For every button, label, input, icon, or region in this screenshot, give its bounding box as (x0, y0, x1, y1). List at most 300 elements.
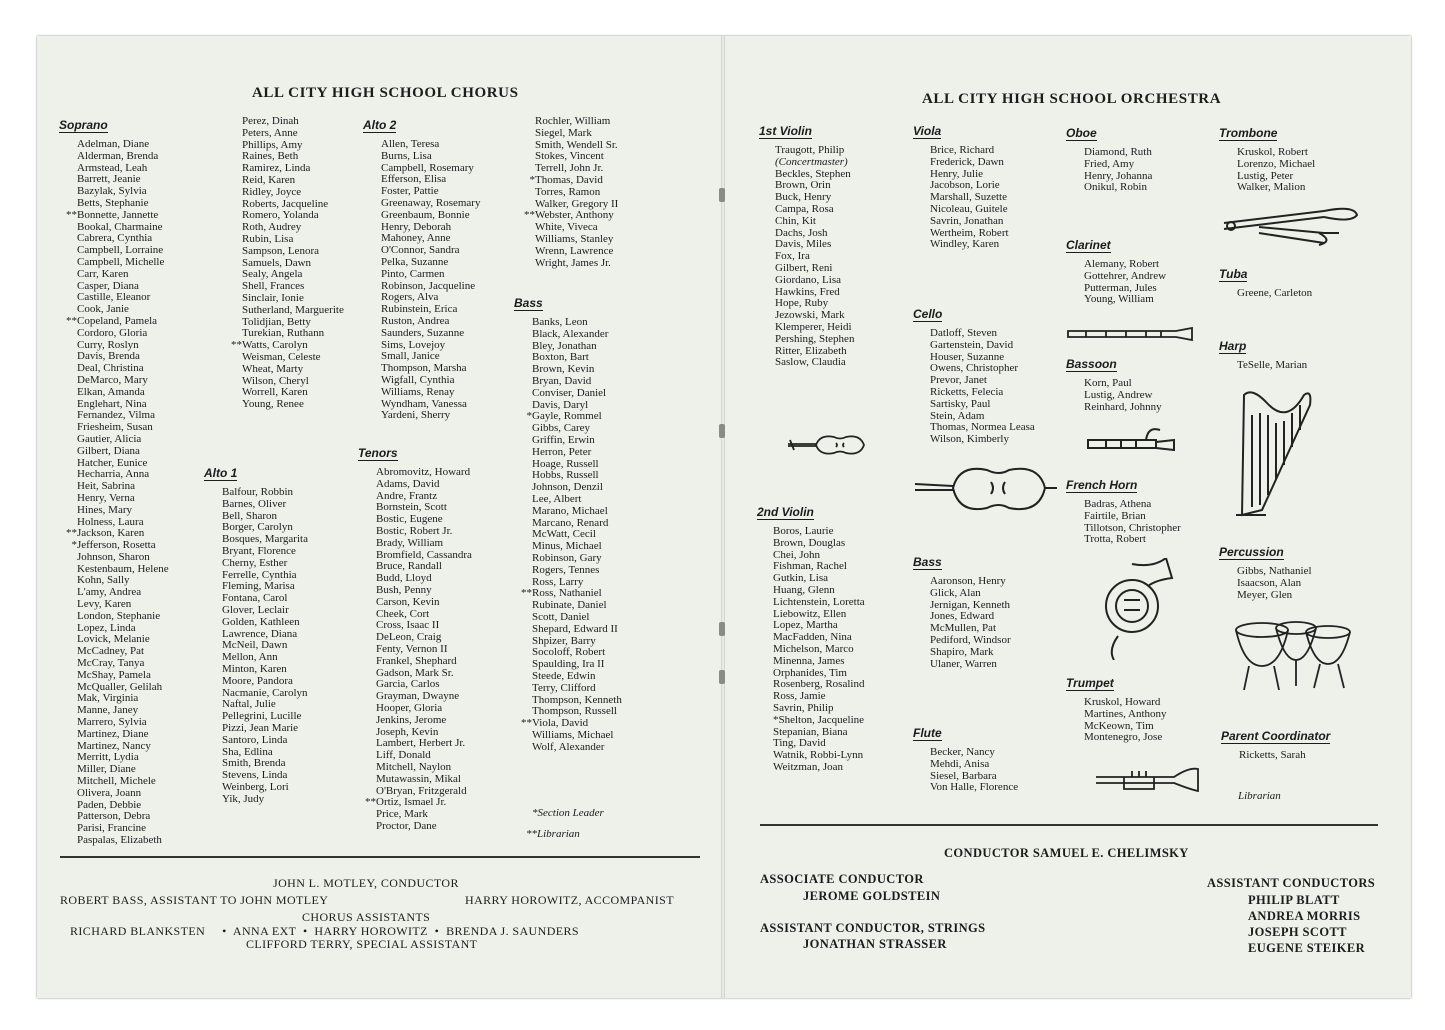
member-text: Robinson, Gary (532, 551, 602, 564)
member-name: *Shelton, Jacqueline (773, 713, 865, 726)
member-text: Walker, Gregory II (535, 197, 619, 210)
member-name: Badras, Athena (1084, 498, 1152, 510)
member-text: Bryan, David (532, 374, 592, 387)
member-text: Grayman, Dwayne (376, 690, 460, 703)
member-text: Griffin, Erwin (532, 433, 595, 446)
member-text: Cheek, Cort (376, 607, 430, 620)
member-text: Carson, Kevin (376, 595, 440, 608)
name-list (913, 328, 1035, 446)
violin-illustration (786, 430, 870, 460)
section-heading: Tenors (358, 446, 398, 460)
member-text: McNeil, Dawn (222, 639, 288, 652)
member-text: O'Connor, Sandra (381, 244, 460, 257)
member-name: Jones, Edward (930, 610, 995, 623)
member-name: Aaronson, Henry (930, 575, 1006, 587)
name-list (363, 139, 480, 422)
member-text: Samuels, Dawn (242, 256, 312, 269)
member-text: Fernandez, Vilma (77, 409, 155, 422)
member-name: Saslow, Claudia (775, 356, 846, 369)
member-name: Buck, Henry (775, 191, 832, 204)
member-text: McCadney, Pat (77, 645, 145, 658)
name-list (224, 116, 344, 411)
member-name: Dachs, Josh (775, 226, 828, 239)
member-name (358, 821, 472, 833)
librarian-note: **Librarian (526, 828, 580, 840)
member-name: Hawkins, Fred (775, 285, 840, 298)
member-name: Lustig, Peter (1237, 169, 1294, 182)
member-name: Brown, Douglas (773, 536, 846, 549)
member-name: Siesel, Barbara (930, 769, 997, 782)
member-name: Brown, Orin (775, 179, 831, 192)
member-text: McShay, Pamela (77, 668, 151, 681)
member-name (224, 399, 344, 411)
member-name: Shapiro, Mark (930, 645, 994, 658)
member-text: Mitchell, Michele (77, 775, 156, 788)
tenors-section (358, 444, 472, 833)
name-list (1219, 288, 1312, 300)
name-list (1066, 697, 1167, 744)
cello-illustration (913, 458, 1057, 520)
member-text: Cabrera, Cynthia (77, 232, 153, 245)
member-text: Turekian, Ruthann (242, 327, 325, 340)
trumpet-illustration (1094, 765, 1200, 795)
member-name: Lichtenstein, Loretta (773, 595, 865, 608)
trumpet-section (1066, 674, 1167, 744)
member-text: Campbell, Lorraine (77, 244, 164, 257)
member-name (59, 835, 169, 847)
name-list (1219, 566, 1312, 601)
member-text: Gadson, Mark Sr. (376, 666, 454, 679)
member-text: Englehart, Nina (77, 397, 147, 410)
member-name: Datloff, Steven (930, 327, 998, 339)
member-text: Carr, Karen (77, 267, 129, 280)
member-text: Pizzi, Jean Marie (222, 721, 299, 734)
member-text: Watts, Carolyn (242, 339, 308, 352)
member-text: Rubinstein, Erica (381, 303, 458, 316)
member-text: Davis, Brenda (77, 350, 140, 363)
member-text: Rogers, Alva (381, 291, 439, 304)
member-name: Michelson, Marco (773, 642, 854, 655)
member-text: Brady, William (376, 536, 444, 549)
member-name: Beckles, Stephen (775, 167, 851, 180)
soprano-section (59, 116, 169, 847)
member-name: Fox, Ira (775, 250, 810, 263)
member-text: Sutherland, Marguerite (242, 303, 344, 316)
section-heading: Trombone (1219, 126, 1278, 140)
french-horn-illustration (1098, 558, 1178, 660)
clarinet-illustration (1066, 325, 1194, 343)
member-text: Alderman, Brenda (77, 149, 159, 162)
member-text: Mitchell, Naylon (376, 760, 452, 773)
member-text: Saunders, Suzanne (381, 326, 465, 339)
member-text: Viola, David (532, 717, 589, 730)
member-name: Savrin, Jonathan (930, 214, 1004, 227)
staple (719, 622, 725, 636)
member-marker: * (526, 410, 532, 423)
book-gutter (721, 36, 725, 998)
member-text: Santoro, Linda (222, 733, 288, 746)
name-list (757, 526, 865, 774)
member-name: Houser, Suzanne (930, 350, 1005, 363)
member-name: McKeown, Tim (1084, 719, 1154, 732)
member-text: Marrero, Sylvia (77, 716, 147, 729)
member-name: Chin, Kit (775, 214, 816, 227)
name-list (1219, 147, 1315, 194)
member-name: Fried, Amy (1084, 157, 1135, 170)
member-name: Gibbs, Nathaniel (1237, 565, 1312, 577)
section-heading: Trumpet (1066, 676, 1114, 690)
timpani-illustration (1234, 616, 1354, 691)
member-text: Wright, James Jr. (535, 256, 611, 269)
member-text: Sampson, Lenora (242, 244, 319, 257)
member-text: Bazylak, Sylvia (77, 185, 147, 198)
member-text: Smith, Wendell Sr. (535, 138, 618, 151)
member-text: Pellegrini, Lucille (222, 710, 302, 723)
member-text: Cherny, Esther (222, 556, 288, 569)
bass-section (514, 294, 622, 753)
member-text: Bostic, Robert Jr. (376, 524, 453, 537)
member-name: Weitzman, Joan (773, 760, 843, 773)
member-text: Rogers, Tennes (532, 563, 600, 576)
member-name (517, 258, 618, 270)
associate-conductor-title: ASSOCIATE CONDUCTOR (760, 872, 924, 886)
member-text: Torres, Ramon (535, 185, 601, 198)
member-text: Minus, Michael (532, 540, 602, 553)
tenors-section-continued (517, 116, 618, 269)
member-text: Jenkins, Jerome (376, 713, 447, 726)
member-text: Sims, Lovejoy (381, 338, 446, 351)
member-text: Liff, Donald (376, 749, 431, 762)
assistant-conductor: JOSEPH SCOTT (1248, 925, 1347, 939)
member-name: Gartenstein, David (930, 338, 1014, 351)
member-name: Gottehrer, Andrew (1084, 269, 1167, 282)
member-text: Wrenn, Lawrence (535, 244, 614, 257)
member-name: Davis, Miles (775, 238, 832, 251)
member-text: Bruce, Randall (376, 560, 442, 573)
trombone-section (1219, 124, 1315, 194)
member-text: Lawrence, Diana (222, 627, 298, 640)
member-text: Castille, Eleanor (77, 291, 151, 304)
member-text: McQualler, Gelilah (77, 680, 163, 693)
member-name: Marshall, Suzette (930, 191, 1007, 204)
member-text: Borger, Carolyn (222, 521, 293, 534)
member-text: Rubinate, Daniel (532, 599, 607, 612)
member-name: Trotta, Robert (1084, 533, 1146, 546)
member-text: Wigfall, Cynthia (381, 373, 455, 386)
member-text: Kestenbaum, Helene (77, 562, 169, 575)
chorus-assistants-list: RICHARD BLANKSTEN • ANNA EXT • HARRY HOROWITZ • BRENDA J. SAUNDERS (70, 924, 579, 938)
member-name: Ting, David (773, 737, 826, 750)
member-text: Cross, Isaac II (376, 619, 440, 632)
member-text: Patterson, Debra (77, 810, 151, 823)
member-name: Becker, Nancy (930, 746, 995, 758)
member-text: Joseph, Kevin (376, 725, 439, 738)
member-text: Gautier, Alicia (77, 432, 142, 445)
member-name: Traugott, Philip (775, 144, 845, 156)
member-text: Bonnette, Jannette (77, 208, 159, 221)
member-name: McMullen, Pat (930, 622, 996, 635)
member-text: Lambert, Herbert Jr. (376, 737, 466, 750)
member-text: Hobbs, Russell (532, 469, 599, 482)
assistant-conductor: PHILIP BLATT (1248, 893, 1340, 907)
member-text: Hines, Mary (77, 503, 132, 516)
member-name: Pershing, Stephen (775, 332, 855, 345)
chorus-assistants-heading: CHORUS ASSISTANTS (302, 910, 431, 924)
member-text: Friesheim, Susan (77, 421, 153, 434)
member-name: Ritter, Elizabeth (775, 344, 847, 357)
member-text: Greenaway, Rosemary (381, 196, 481, 209)
member-name: Stein, Adam (930, 409, 985, 422)
member-name: Orphanides, Tim (773, 666, 847, 679)
member-text: Bryant, Florence (222, 544, 296, 557)
member-text: Ortiz, Ismael Jr. (376, 796, 447, 809)
member-text: Yik, Judy (222, 792, 265, 805)
member-text: Thompson, Russell (532, 705, 617, 718)
member-text: Hooper, Gloria (376, 701, 443, 714)
member-text: Boxton, Bart (532, 351, 589, 364)
member-text: Fleming, Marisa (222, 580, 295, 593)
member-text: Roth, Audrey (242, 221, 302, 234)
member-name: (Concertmaster) (775, 155, 848, 168)
member-text: Martinez, Diane (77, 727, 149, 740)
member-text: Shell, Frances (242, 280, 305, 293)
member-name: Meyer, Glen (1237, 588, 1293, 601)
member-name: Brice, Richard (930, 144, 995, 156)
member-name: Minenna, James (773, 654, 845, 667)
member-text: Betts, Stephanie (77, 196, 149, 209)
member-text: Shepard, Edward II (532, 622, 618, 635)
section-heading: 2nd Violin (757, 505, 814, 519)
bassoon-illustration (1086, 426, 1178, 456)
member-text: Banks, Leon (532, 316, 588, 328)
member-text: Siegel, Mark (535, 126, 592, 139)
member-text: Barrett, Jeanie (77, 173, 141, 186)
member-text: Adams, David (376, 477, 440, 490)
member-marker: ** (66, 314, 77, 327)
section-heading: Clarinet (1066, 238, 1111, 252)
member-text: Webster, Anthony (535, 209, 614, 222)
name-list (1066, 499, 1181, 546)
section-heading: French Horn (1066, 478, 1138, 492)
member-text: Raines, Beth (242, 150, 299, 163)
oboe-section (1066, 124, 1152, 194)
member-name: Klemperer, Heidi (775, 320, 852, 333)
member-text: Gibbs, Carey (532, 422, 591, 435)
alto2-section (363, 116, 480, 422)
member-text: Ferrelle, Cynthia (222, 568, 297, 581)
cello-section (913, 305, 1035, 446)
member-text: Moore, Pandora (222, 674, 293, 687)
member-name: Diamond, Ruth (1084, 146, 1152, 158)
member-name: Tillotson, Christopher (1084, 521, 1181, 534)
member-text: Glover, Leclair (222, 603, 289, 616)
member-text: Sealy, Angela (242, 268, 303, 281)
member-text: Williams, Michael (532, 728, 614, 741)
member-name: Montenegro, Jose (1084, 731, 1163, 744)
name-list (514, 317, 622, 753)
member-text: Cordoro, Gloria (77, 326, 148, 339)
member-text: Garcia, Carlos (376, 678, 440, 691)
name-list (1219, 360, 1307, 372)
member-name: Fishman, Rachel (773, 560, 847, 573)
member-marker: ** (524, 209, 535, 222)
member-text: Jefferson, Rosetta (77, 539, 156, 552)
name-list (59, 139, 169, 847)
member-text: Cook, Janie (77, 303, 129, 316)
member-marker: ** (521, 587, 532, 600)
section-heading: Oboe (1066, 126, 1097, 140)
member-text: Thompson, Kenneth (532, 693, 622, 706)
member-text: Jackson, Karen (77, 527, 145, 540)
member-name: Windley, Karen (930, 238, 1000, 251)
violin1-section (759, 122, 854, 369)
member-text: Burns, Lisa (381, 149, 432, 162)
parent-coordinator-section (1221, 727, 1330, 762)
member-text: L'amy, Andrea (77, 586, 142, 599)
member-marker: ** (231, 339, 242, 352)
strings-conductor-title: ASSISTANT CONDUCTOR, STRINGS (760, 921, 986, 935)
section-heading: Viola (913, 124, 942, 138)
member-text: Abromovitz, Howard (376, 466, 471, 478)
member-text: Greenbaum, Bonnie (381, 208, 470, 221)
member-text: Bush, Penny (376, 583, 432, 596)
staple (719, 188, 725, 202)
member-text: Copeland, Pamela (77, 314, 158, 327)
member-text: Paspalas, Elizabeth (77, 834, 162, 847)
member-text: Sinclair, Ionie (242, 291, 304, 304)
chorus-assistant: ROBERT BASS, ASSISTANT TO JOHN MOTLEY (60, 893, 329, 907)
section-leader-note: *Section Leader (532, 807, 604, 819)
assistant-conductors-title: ASSISTANT CONDUCTORS (1207, 876, 1376, 890)
member-name: Greene, Carleton (1237, 287, 1313, 299)
member-name: Martines, Anthony (1084, 707, 1167, 720)
member-name: Huang, Glenn (773, 583, 835, 596)
chorus-title: ALL CITY HIGH SCHOOL CHORUS (252, 85, 519, 101)
french-horn-section (1066, 476, 1181, 546)
member-marker: ** (521, 717, 532, 730)
member-name: Sartisky, Paul (930, 397, 991, 410)
member-text: Parisi, Francine (77, 822, 147, 835)
member-text: Lopez, Linda (77, 621, 136, 634)
name-list (1221, 750, 1330, 762)
member-text: Ramirez, Linda (242, 162, 311, 175)
member-text: Williams, Stanley (535, 232, 614, 245)
member-text: Brown, Kevin (532, 363, 595, 376)
section-heading: Alto 1 (204, 466, 238, 480)
member-name: Hope, Ruby (775, 297, 829, 310)
member-name: Giordano, Lisa (775, 273, 841, 286)
section-heading: Bass (514, 296, 543, 310)
member-name: Wertheim, Robert (930, 226, 1009, 239)
section-heading: Soprano (59, 118, 108, 132)
chorus-conductor: JOHN L. MOTLEY, CONDUCTOR (273, 876, 459, 890)
member-name: Liebowitz, Ellen (773, 607, 847, 620)
member-text: Martinez, Nancy (77, 739, 151, 752)
flute-section (913, 724, 1018, 794)
member-text: Weinberg, Lori (222, 780, 289, 793)
member-name: Jacobson, Lorie (930, 179, 1000, 192)
member-text: Fontana, Carol (222, 592, 288, 605)
member-name (514, 742, 622, 754)
member-text: Elkan, Amanda (77, 385, 145, 398)
member-text: Price, Mark (376, 808, 428, 821)
harp-illustration (1232, 385, 1317, 520)
alto1-section (204, 464, 308, 806)
member-text: McCray, Tanya (77, 657, 145, 670)
member-text: Williams, Renay (381, 385, 455, 398)
member-text: Nacmanie, Carolyn (222, 686, 308, 699)
harp-section (1219, 337, 1307, 372)
member-text: Thomas, David (535, 173, 603, 186)
member-text: Henry, Deborah (381, 220, 452, 233)
member-name: Lustig, Andrew (1084, 388, 1153, 401)
associate-conductor-name: JEROME GOLDSTEIN (803, 889, 941, 903)
member-text: Robinson, Jacqueline (381, 279, 476, 292)
member-name: Thomas, Normea Leasa (930, 421, 1035, 434)
member-text: Ross, Larry (532, 575, 584, 588)
member-text: Marano, Michael (532, 504, 608, 517)
percussion-section (1219, 543, 1312, 601)
member-text: Pelka, Suzanne (381, 255, 449, 268)
member-text: Naftal, Julie (222, 698, 276, 711)
member-text: London, Stephanie (77, 609, 161, 622)
member-name: Gilbert, Reni (775, 261, 833, 274)
member-text: Mahoney, Anne (381, 232, 451, 245)
assistant-conductor: EUGENE STEIKER (1248, 941, 1366, 955)
member-name: Onikul, Robin (1084, 181, 1147, 194)
member-name (363, 410, 480, 422)
section-heading: Tuba (1219, 267, 1248, 281)
member-text: Thompson, Marsha (381, 362, 467, 375)
member-text: Tolidjian, Betty (242, 315, 311, 328)
chorus-accompanist: HARRY HOROWITZ, ACCOMPANIST (465, 893, 674, 907)
member-text: Bromfield, Cassandra (376, 548, 472, 561)
name-list (517, 116, 618, 269)
assistant-conductors-list (1248, 892, 1365, 956)
member-name: Mehdi, Anisa (930, 757, 990, 770)
member-text: Henry, Verna (77, 491, 135, 504)
member-text: Budd, Lloyd (376, 572, 432, 585)
member-text: Levy, Karen (77, 598, 132, 611)
name-list (358, 467, 472, 833)
member-name: Lorenzo, Michael (1237, 157, 1316, 170)
member-text: Bley, Jonathan (532, 339, 597, 352)
member-text: Reid, Karen (242, 173, 296, 186)
member-name: TeSelle, Marian (1237, 359, 1308, 371)
member-text: Wilson, Cheryl (242, 374, 309, 387)
member-text: Phillips, Amy (242, 138, 303, 151)
member-text: Small, Janice (381, 350, 440, 363)
name-list (1066, 259, 1166, 306)
divider (60, 856, 700, 858)
member-text: Wolf, Alexander (532, 740, 605, 753)
member-text: Perez, Dinah (242, 115, 299, 127)
member-name: Prevor, Janet (930, 374, 987, 387)
member-text: Young, Renee (242, 398, 304, 411)
name-list (913, 576, 1011, 670)
member-name: Watnik, Robbi-Lynn (773, 749, 864, 762)
member-text: Black, Alexander (532, 327, 609, 340)
member-text: Bosques, Margarita (222, 533, 308, 546)
member-text: O'Bryan, Fritzgerald (376, 784, 467, 797)
member-text: Stokes, Vincent (535, 150, 604, 163)
section-heading: Bassoon (1066, 357, 1117, 371)
member-name (204, 794, 308, 806)
section-heading: Cello (913, 307, 943, 321)
section-heading: Percussion (1219, 545, 1284, 559)
member-text: Efferson, Elisa (381, 173, 447, 186)
section-heading: 1st Violin (759, 124, 812, 138)
